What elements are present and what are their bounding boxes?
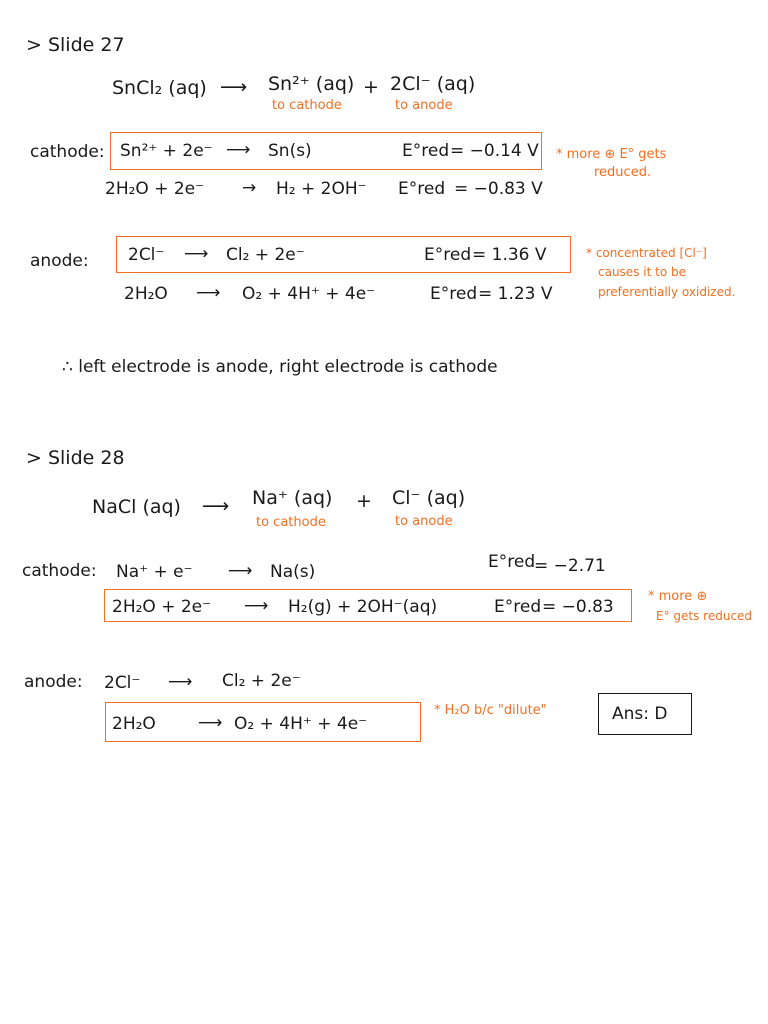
plus-sign: +: [356, 490, 372, 512]
conclusion: ∴ left electrode is anode, right electrode is cathode: [62, 357, 498, 377]
cathode-r1-rhs: Sn(s): [268, 141, 312, 161]
anode-r2-lhs: 2H₂O: [112, 714, 156, 734]
cathode-note-line: E° gets reduced: [656, 609, 753, 623]
anode-r2-rhs: O₂ + 4H⁺ + 4e⁻: [242, 284, 376, 304]
arrow-icon: ⟶: [198, 713, 223, 733]
slide-28-heading: > Slide 28: [26, 447, 125, 469]
answer-text: Ans: D: [612, 704, 668, 724]
anode-note: * H₂O b/c "dilute": [434, 703, 547, 718]
product-cation: Sn²⁺ (aq): [268, 73, 355, 95]
arrow-icon: ⟶: [202, 495, 230, 517]
anode-label: anode:: [24, 672, 83, 692]
cathode-note-line: * more ⊕ E° gets: [556, 147, 667, 162]
product-cation: Na⁺ (aq): [252, 487, 333, 509]
anode-r1-rhs: Cl₂ + 2e⁻: [226, 245, 305, 265]
anode-r1-rhs: Cl₂ + 2e⁻: [222, 671, 301, 691]
cathode-r1-lhs: Na⁺ + e⁻: [116, 562, 193, 582]
e-red-label: E°red: [494, 597, 542, 617]
e-red-value: = 1.23 V: [478, 284, 553, 304]
anode-label: anode:: [30, 251, 89, 271]
cathode-r2-lhs: 2H₂O + 2e⁻: [105, 179, 205, 199]
arrow-icon: ⟶: [228, 561, 253, 581]
arrow-icon: ⟶: [184, 244, 209, 264]
cathode-label: cathode:: [30, 142, 105, 162]
e-red-label: E°red: [488, 552, 536, 572]
e-red-value: = −0.83 V: [454, 179, 543, 199]
e-red-value: = −0.83: [542, 597, 614, 617]
to-cathode-note: to cathode: [256, 515, 326, 530]
arrow-icon: ⟶: [196, 283, 221, 303]
slide-27-heading: > Slide 27: [26, 34, 125, 56]
product-anion: 2Cl⁻ (aq): [390, 73, 476, 95]
cathode-note-line: reduced.: [594, 165, 652, 180]
plus-sign: +: [363, 76, 379, 98]
cathode-r2-rhs: H₂ + 2OH⁻: [276, 179, 367, 199]
to-cathode-note: to cathode: [272, 98, 342, 113]
e-red-value: = −0.14 V: [450, 141, 539, 161]
anode-note-line: preferentially oxidized.: [598, 285, 736, 299]
reactant: SnCl₂ (aq): [112, 77, 207, 99]
e-red-value: = −2.71: [534, 556, 606, 576]
e-red-label: E°red: [398, 179, 446, 199]
arrow-icon: ⟶: [226, 140, 251, 160]
anode-r1-lhs: 2Cl⁻: [128, 245, 165, 265]
cathode-label: cathode:: [22, 561, 97, 581]
e-red-label: E°red: [402, 141, 450, 161]
cathode-r2-lhs: 2H₂O + 2e⁻: [112, 597, 212, 617]
arrow-icon: ⟶: [220, 76, 248, 98]
anode-r1-lhs: 2Cl⁻: [104, 673, 141, 693]
cathode-r1-lhs: Sn²⁺ + 2e⁻: [120, 141, 213, 161]
e-red-label: E°red: [430, 284, 478, 304]
cathode-r2-rhs: H₂(g) + 2OH⁻(aq): [288, 597, 438, 617]
to-anode-note: to anode: [395, 98, 453, 113]
reactant: NaCl (aq): [92, 496, 181, 518]
cathode-note-line: * more ⊕: [648, 589, 708, 604]
e-red-label: E°red: [424, 245, 472, 265]
to-anode-note: to anode: [395, 514, 453, 529]
e-red-value: = 1.36 V: [472, 245, 547, 265]
arrow-icon: ⟶: [168, 672, 193, 692]
cathode-r1-rhs: Na(s): [270, 562, 316, 582]
anode-r2-rhs: O₂ + 4H⁺ + 4e⁻: [234, 714, 368, 734]
arrow-icon: →: [242, 178, 257, 198]
product-anion: Cl⁻ (aq): [392, 487, 466, 509]
anode-note-line: causes it to be: [598, 265, 686, 279]
arrow-icon: ⟶: [244, 596, 269, 616]
anode-note-line: * concentrated [Cl⁻]: [586, 246, 707, 260]
anode-r2-lhs: 2H₂O: [124, 284, 168, 304]
